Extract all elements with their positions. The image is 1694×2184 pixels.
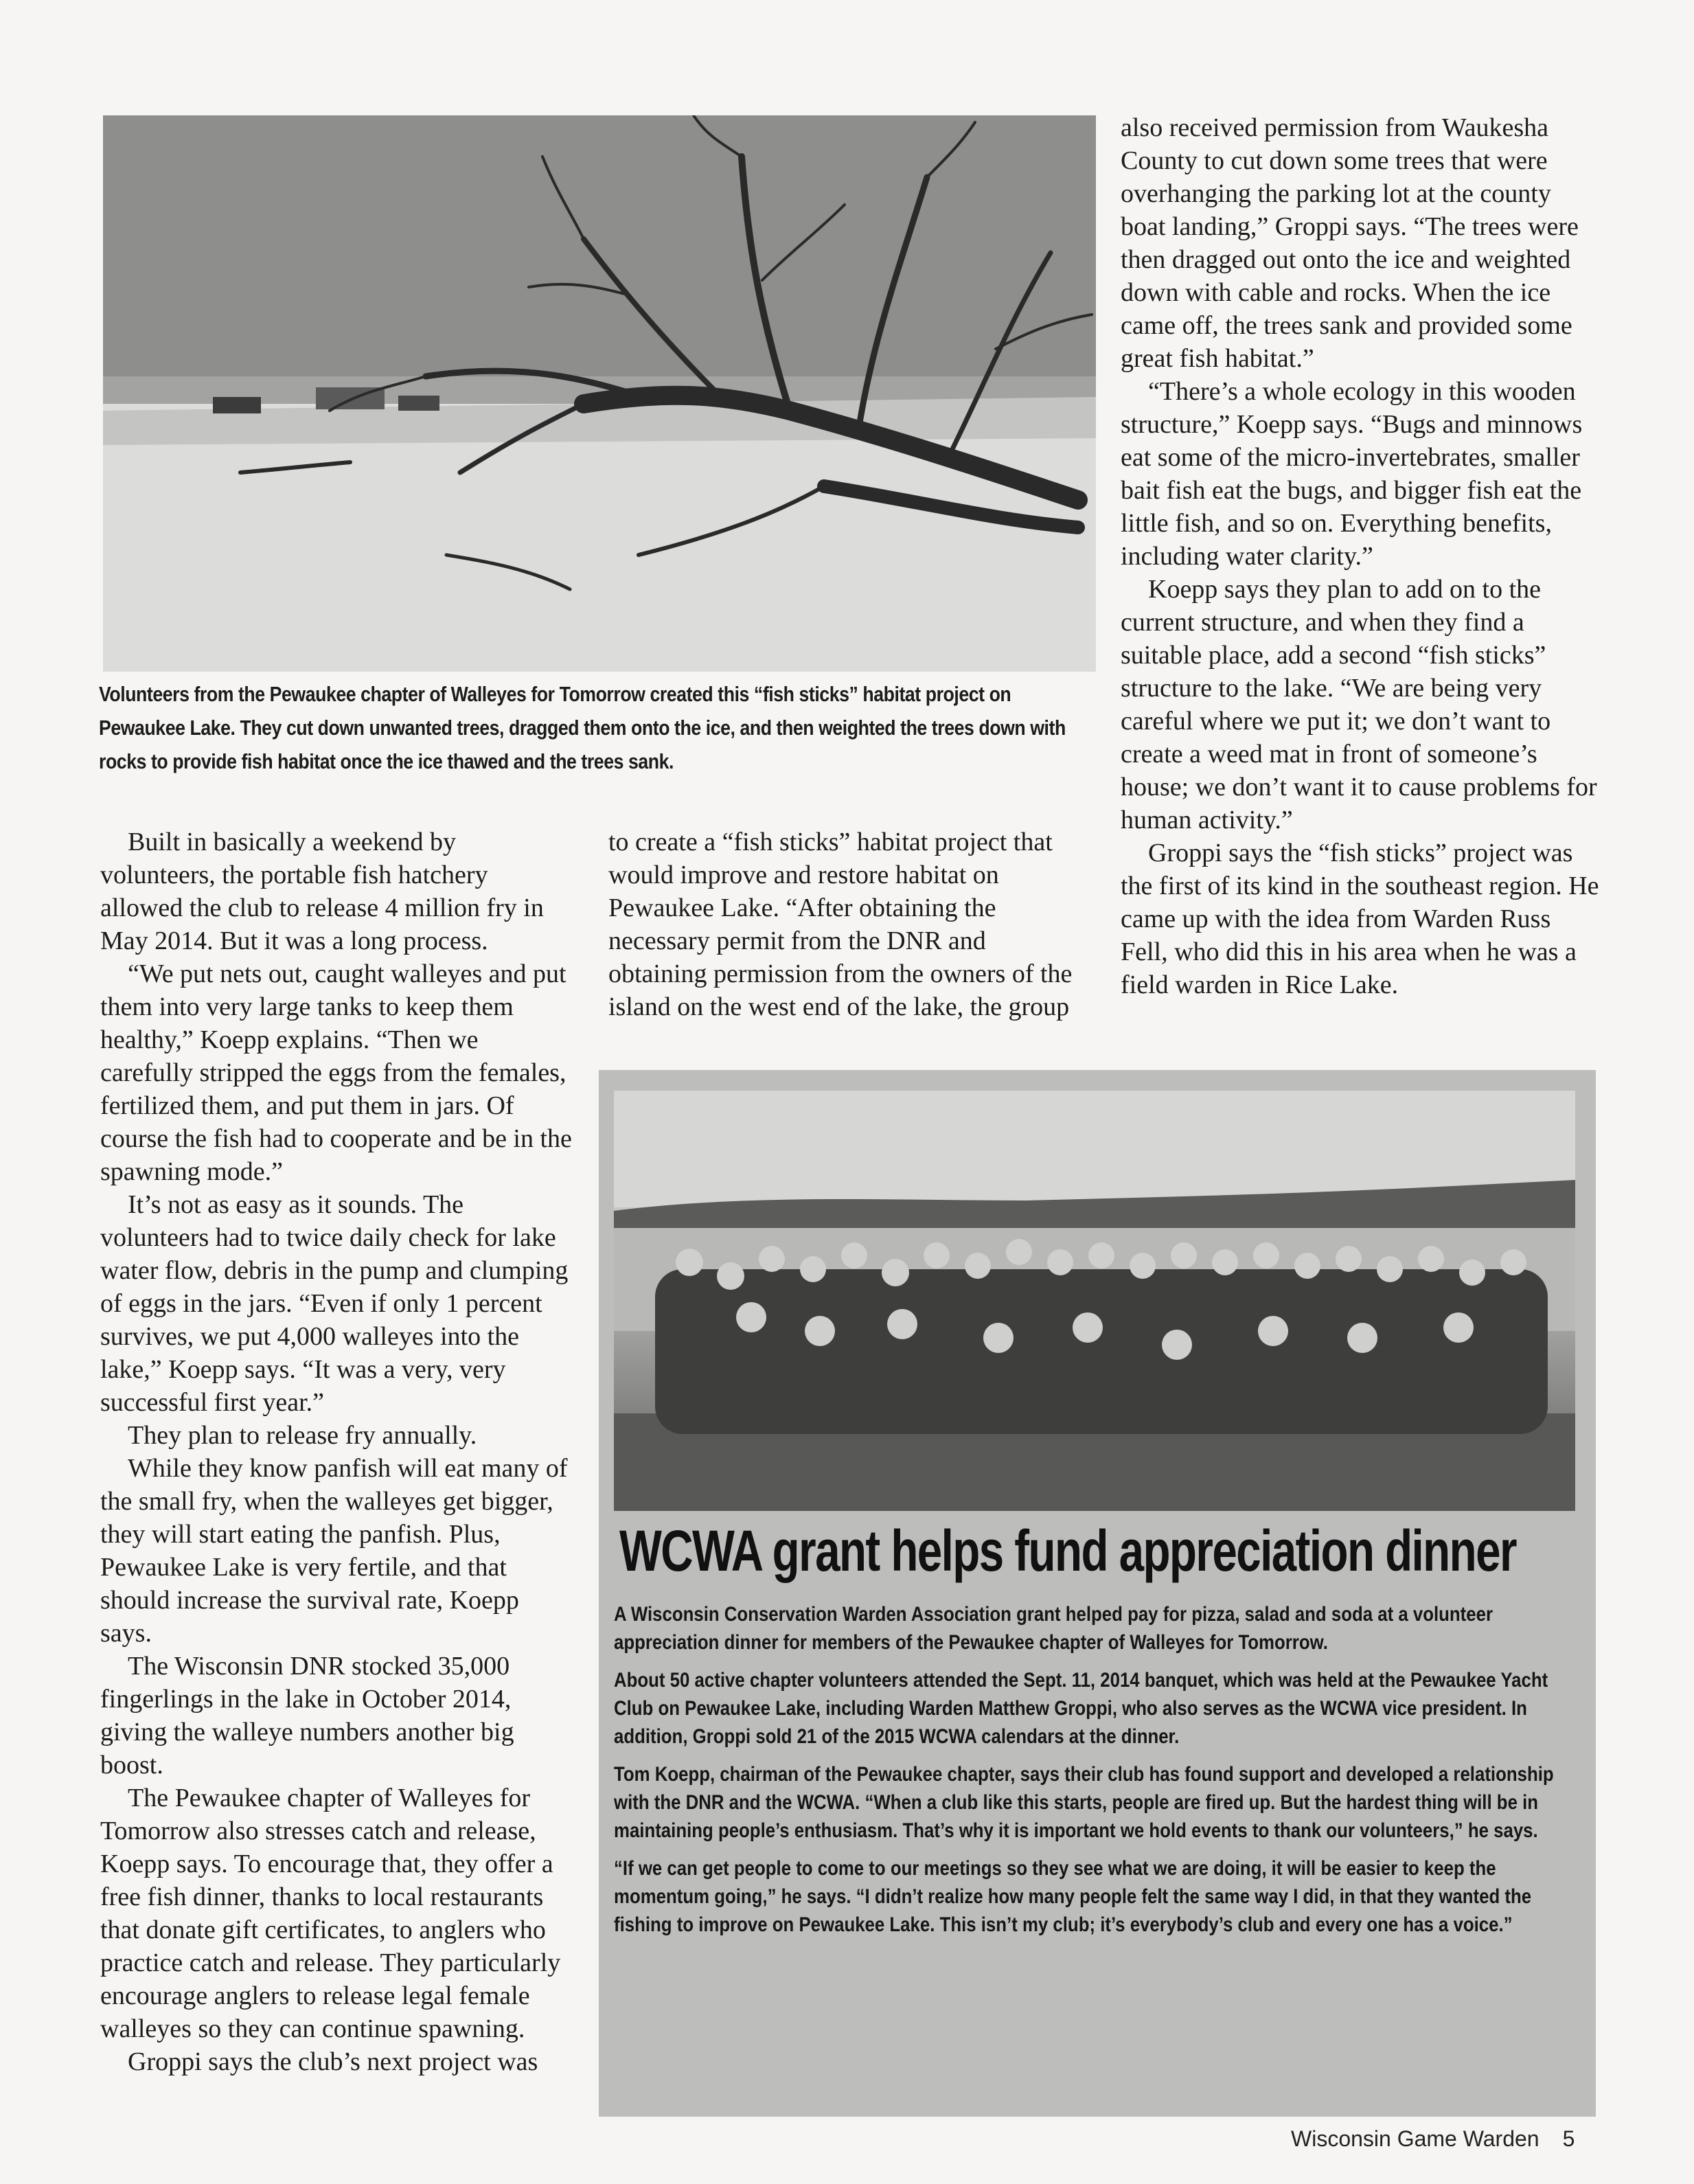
left-paragraph: The Wisconsin DNR stocked 35,000 fingerlings in the lake in October 2014, giving the walleye numbers another big boost. bbox=[100, 1652, 514, 1779]
column-left bbox=[100, 826, 575, 2078]
fish-sticks-photo-drawing bbox=[103, 115, 1096, 672]
sidebar-paragraph: Tom Koepp, chairman of the Pewaukee chapter, says their club has found support and developed a relationship with the DNR and the WCWA. “When a club like this starts, people are fired up. But the hardest thing will be in maintaining people’s enthusiasm. That’s why it is important we hold events to thank our volunteers,” he says. bbox=[614, 1763, 1554, 1842]
left-paragraph: “We put nets out, caught walleyes and put them into very large tanks to keep them healthy,” Koepp explains. “Then we carefully stripped the eggs from the females, fertilized them, and put them in jars. Of course the fish had to cooperate and be in the spawning mode.” bbox=[100, 959, 572, 1186]
sidebar-title: WCWA grant helps fund appreciation dinner bbox=[619, 1518, 1516, 1583]
left-paragraph: Groppi says the club’s next project was bbox=[128, 2047, 538, 2076]
sidebar-paragraph: About 50 active chapter volunteers attended the Sept. 11, 2014 banquet, which was held at the Pewaukee Yacht Club on Pewaukee Lake, including Warden Matthew Groppi, who also serves as the WCWA vice president. In addition, Groppi sold 21 of the 2015 WCWA calendars at the dinner. bbox=[614, 1669, 1548, 1748]
left-paragraph: They plan to release fry annually. bbox=[128, 1421, 477, 1450]
sidebar-paragraph: A Wisconsin Conservation Warden Association grant helped pay for pizza, salad and soda at a volunteer appreciation dinner for members of the Pewaukee chapter of Walleyes for Tomorrow. bbox=[614, 1603, 1493, 1654]
wcwa-sidebar bbox=[599, 1070, 1596, 2117]
left-paragraph: While they know panfish will eat many of the small fry, when the walleyes get bigger, they will start eating the panfish. Plus, Pewaukee Lake is very fertile, and that should increase the survival rate, Koepp says. bbox=[100, 1454, 568, 1648]
column-middle bbox=[608, 826, 1089, 1023]
right-paragraph: “There’s a whole ecology in this wooden structure,” Koepp says. “Bugs and minnows eat some of the micro-invertebrates, smaller bait fish eat the bugs, and bigger fish eat the little fish, and so on. Everything benefits, including water clarity.” bbox=[1121, 377, 1583, 571]
group-photo bbox=[614, 1091, 1575, 1511]
left-paragraph: Built in basically a weekend by volunteers, the portable fish hatchery allowed the club to release 4 million fry in May 2014. But it was a long process. bbox=[100, 828, 544, 955]
left-paragraph: The Pewaukee chapter of Walleyes for Tomorrow also stresses catch and release, Koepp says. To encourage that, they offer a free fish dinner, thanks to local restaurants that donate gift certificates, to anglers who practice catch and release. They particularly encourage anglers to release legal female walleyes so they can continue spawning. bbox=[100, 1784, 561, 2043]
fish-sticks-photo bbox=[103, 115, 1096, 672]
page-footer bbox=[1291, 2126, 1575, 2152]
sidebar-body bbox=[614, 1600, 1582, 1948]
right-paragraph: Groppi says the “fish sticks” project was the first of its kind in the southeast region. He came up with the idea from Warden Russ Fell, who did this in his area when he was a field warden in Rice Lake. bbox=[1121, 839, 1599, 999]
middle-paragraph: to create a “fish sticks” habitat project that would improve and restore habitat on Pewaukee Lake. “After obtaining the necessary permit from the DNR and obtaining permission from the owners of the island on the west end of the lake, the group bbox=[608, 828, 1073, 1021]
top-photo-caption: Volunteers from the Pewaukee chapter of Walleyes for Tomorrow created this “fish sticks” habitat project on Pewaukee Lake. They cut down unwanted trees, dragged them onto the ice, and then weighted the trees down with rocks to provide fish habitat once the ice thawed and the trees sank. bbox=[99, 682, 1066, 773]
page-number: 5 bbox=[1562, 2126, 1575, 2151]
column-right bbox=[1121, 111, 1601, 1001]
group-photo-drawing bbox=[614, 1091, 1575, 1511]
sidebar-paragraph: “If we can get people to come to our meetings so they see what we are doing, it will be easier to keep the momentum going,” he says. “I didn’t realize how many people felt the same way I did, in that they wanted the fishing to improve on Pewaukee Lake. This isn’t my club; it’s everybody’s club and every one has a voice.” bbox=[614, 1857, 1532, 1936]
publication-name: Wisconsin Game Warden bbox=[1291, 2126, 1540, 2151]
right-paragraph: Koepp says they plan to add on to the current structure, and when they find a suitable place, add a second “fish sticks” structure to the lake. “We are being very careful where we put it; we don’t want to create a weed mat in front of someone’s house; we don’t want it to cause problems for human activity.” bbox=[1121, 575, 1597, 834]
left-paragraph: It’s not as easy as it sounds. The volunteers had to twice daily check for lake water flow, debris in the pump and clumping of eggs in the jars. “Even if only 1 percent survives, we put 4,000 walleyes into the lake,” Koepp says. “It was a very, very successful first year.” bbox=[100, 1190, 569, 1417]
right-paragraph: also received permission from Waukesha County to cut down some trees that were overhanging the parking lot at the county boat landing,” Groppi says. “The trees were then dragged out onto the ice and weighted down with cable and rocks. When the ice came off, the trees sank and provided some great fish habitat.” bbox=[1121, 113, 1579, 373]
